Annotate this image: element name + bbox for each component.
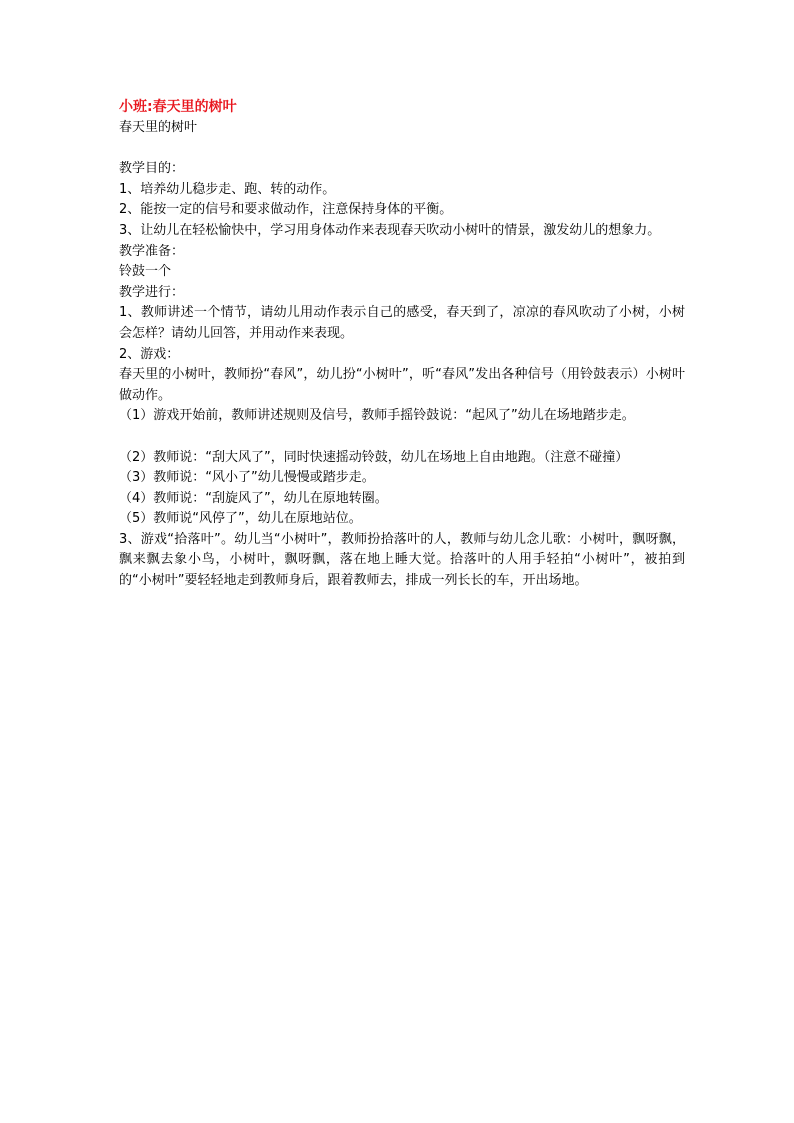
goal-item-1: 1、培养幼儿稳步走、跑、转的动作。: [119, 181, 336, 197]
prep-heading: 教学准备：: [119, 243, 185, 259]
process-heading: 教学进行：: [119, 284, 185, 300]
game-step-5: （5）教师说“风停了”，幼儿在原地站位。: [119, 511, 362, 527]
process-step-2-intro: 春天里的小树叶，教师扮“春风”，幼儿扮“小树叶”，听“春风”发出各种信号（用铃鼓表示）小树叶做动作。: [119, 367, 685, 403]
game-step-1: （1）游戏开始前，教师讲述规则及信号，教师手摇铃鼓说：“起风了”幼儿在场地踏步走。: [119, 408, 635, 424]
goal-item-3: 3、让幼儿在轻松愉快中，学习用身体动作来表现春天吹动小树叶的情景，激发幼儿的想象力。: [119, 222, 661, 238]
process-step-3: 3、游戏“拾落叶”。幼儿当“小树叶”，教师扮拾落叶的人，教师与幼儿念儿歌：小树叶，飘呀飘，飘来飘去象小鸟，小树叶，飘呀飘，落在地上睡大觉。拾落叶的人用手轻拍“小树叶”，被拍到的“小树叶”要轻轻地走到教师身后，跟着教师去，排成一列长长的车，开出场地。: [119, 531, 685, 589]
game-step-2: （2）教师说：“刮大风了”，同时快速摇动铃鼓，幼儿在场地上自由地跑。（注意不碰撞）: [119, 449, 629, 465]
game-step-4: （4）教师说：“刮旋风了”，幼儿在原地转圈。: [119, 490, 388, 506]
document-title: 小班:春天里的树叶: [119, 99, 237, 115]
prep-item: 铃鼓一个: [119, 264, 172, 280]
document-page: [119, 96, 685, 592]
blank-line: [119, 427, 685, 448]
process-step-1: 1、教师讲述一个情节，请幼儿用动作表示自己的感受，春天到了，凉凉的春风吹动了小树，小树会怎样？请幼儿回答，并用动作来表现。: [119, 305, 685, 341]
goal-heading: 教学目的：: [119, 161, 185, 177]
document-subtitle: 春天里的树叶: [119, 120, 198, 135]
goal-item-2: 2、能按一定的信号和要求做动作，注意保持身体的平衡。: [119, 202, 453, 218]
game-step-3: （3）教师说：“风小了”幼儿慢慢或踏步走。: [119, 470, 375, 486]
process-step-2-heading: 2、游戏：: [119, 346, 180, 362]
blank-line: [119, 139, 685, 160]
